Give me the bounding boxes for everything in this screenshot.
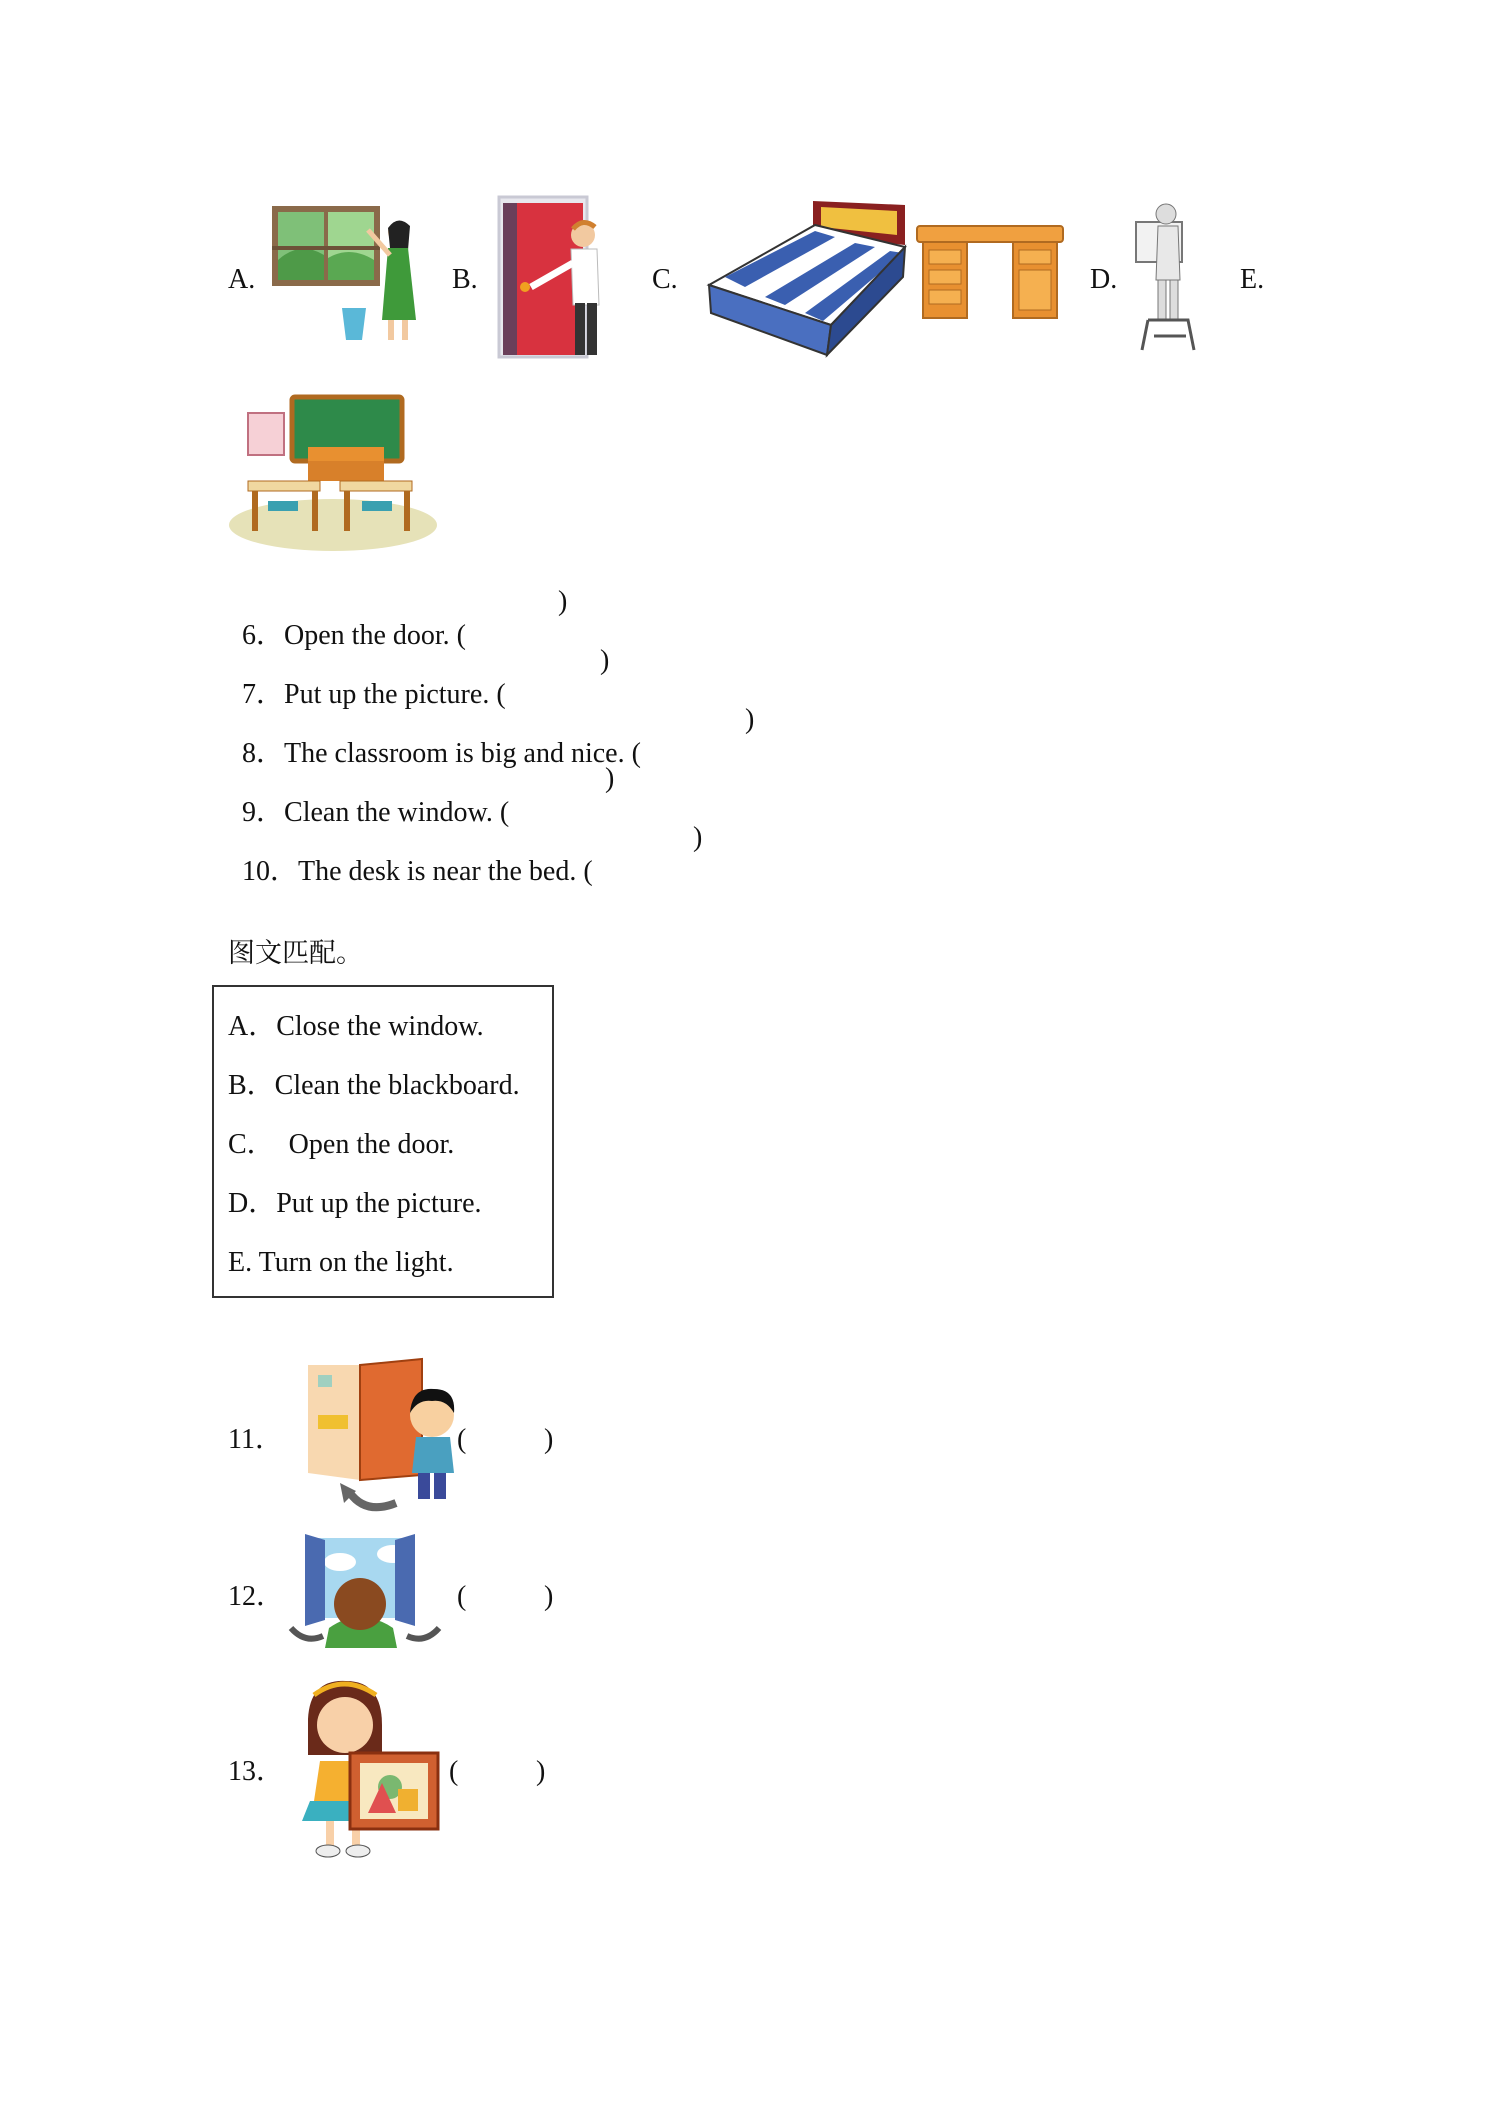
put-up-picture-picture [1130, 200, 1210, 355]
question-number: 6． [242, 620, 285, 651]
question-8 [228, 703, 641, 771]
question-7 [228, 644, 506, 712]
child-open-window-picture [285, 1528, 445, 1653]
question-13-close[interactable]: ) [536, 1756, 546, 1787]
answer-blank-close[interactable]: ) [745, 704, 755, 735]
question-text: The classroom is big and nice. ( [284, 738, 641, 769]
section-heading: 图文匹配。 [228, 938, 363, 969]
choice-c: C． Open the door. [228, 1129, 455, 1160]
answer-blank-close[interactable]: ) [600, 645, 610, 676]
option-b-label: B. [452, 264, 478, 295]
question-12-open[interactable]: ( [457, 1581, 467, 1612]
question-text: Clean the window. ( [284, 797, 510, 828]
option-a-label: A. [228, 264, 256, 295]
question-11-number: 11． [228, 1424, 283, 1455]
window-cleaning-picture [270, 200, 430, 350]
question-13-number: 13． [228, 1756, 285, 1787]
question-9 [228, 762, 509, 830]
choice-d: D．Put up the picture. [228, 1188, 482, 1219]
choice-e: E. Turn on the light. [228, 1247, 454, 1278]
option-e-label: E. [1240, 264, 1265, 295]
question-text: Open the door. ( [284, 620, 466, 651]
boy-open-door-picture [300, 1355, 465, 1515]
question-number: 10． [242, 856, 299, 887]
answer-blank-close[interactable]: ) [605, 763, 615, 794]
question-12-number: 12． [228, 1581, 285, 1612]
question-text: Put up the picture. ( [284, 679, 506, 710]
bed-picture [705, 195, 910, 360]
option-d-label: D. [1090, 264, 1118, 295]
choice-b: B．Clean the blackboard. [228, 1070, 520, 1101]
question-11-close[interactable]: ) [544, 1424, 554, 1455]
question-number: 8． [242, 738, 285, 769]
question-text: The desk is near the bed. ( [298, 856, 593, 887]
question-13-open[interactable]: ( [449, 1756, 459, 1787]
girl-holding-picture-picture [298, 1675, 443, 1860]
open-door-picture [495, 195, 625, 360]
choice-a: A．Close the window. [228, 1011, 484, 1042]
question-10 [228, 821, 593, 889]
option-c-label: C. [652, 264, 678, 295]
desk-picture [915, 222, 1065, 322]
question-number: 9． [242, 797, 285, 828]
answer-blank-close[interactable]: ) [693, 822, 703, 853]
question-6 [228, 585, 466, 653]
answer-blank-close[interactable]: ) [558, 586, 568, 617]
question-12-close[interactable]: ) [544, 1581, 554, 1612]
question-11-open[interactable]: ( [457, 1424, 467, 1455]
classroom-picture [228, 393, 438, 553]
question-number: 7． [242, 679, 285, 710]
